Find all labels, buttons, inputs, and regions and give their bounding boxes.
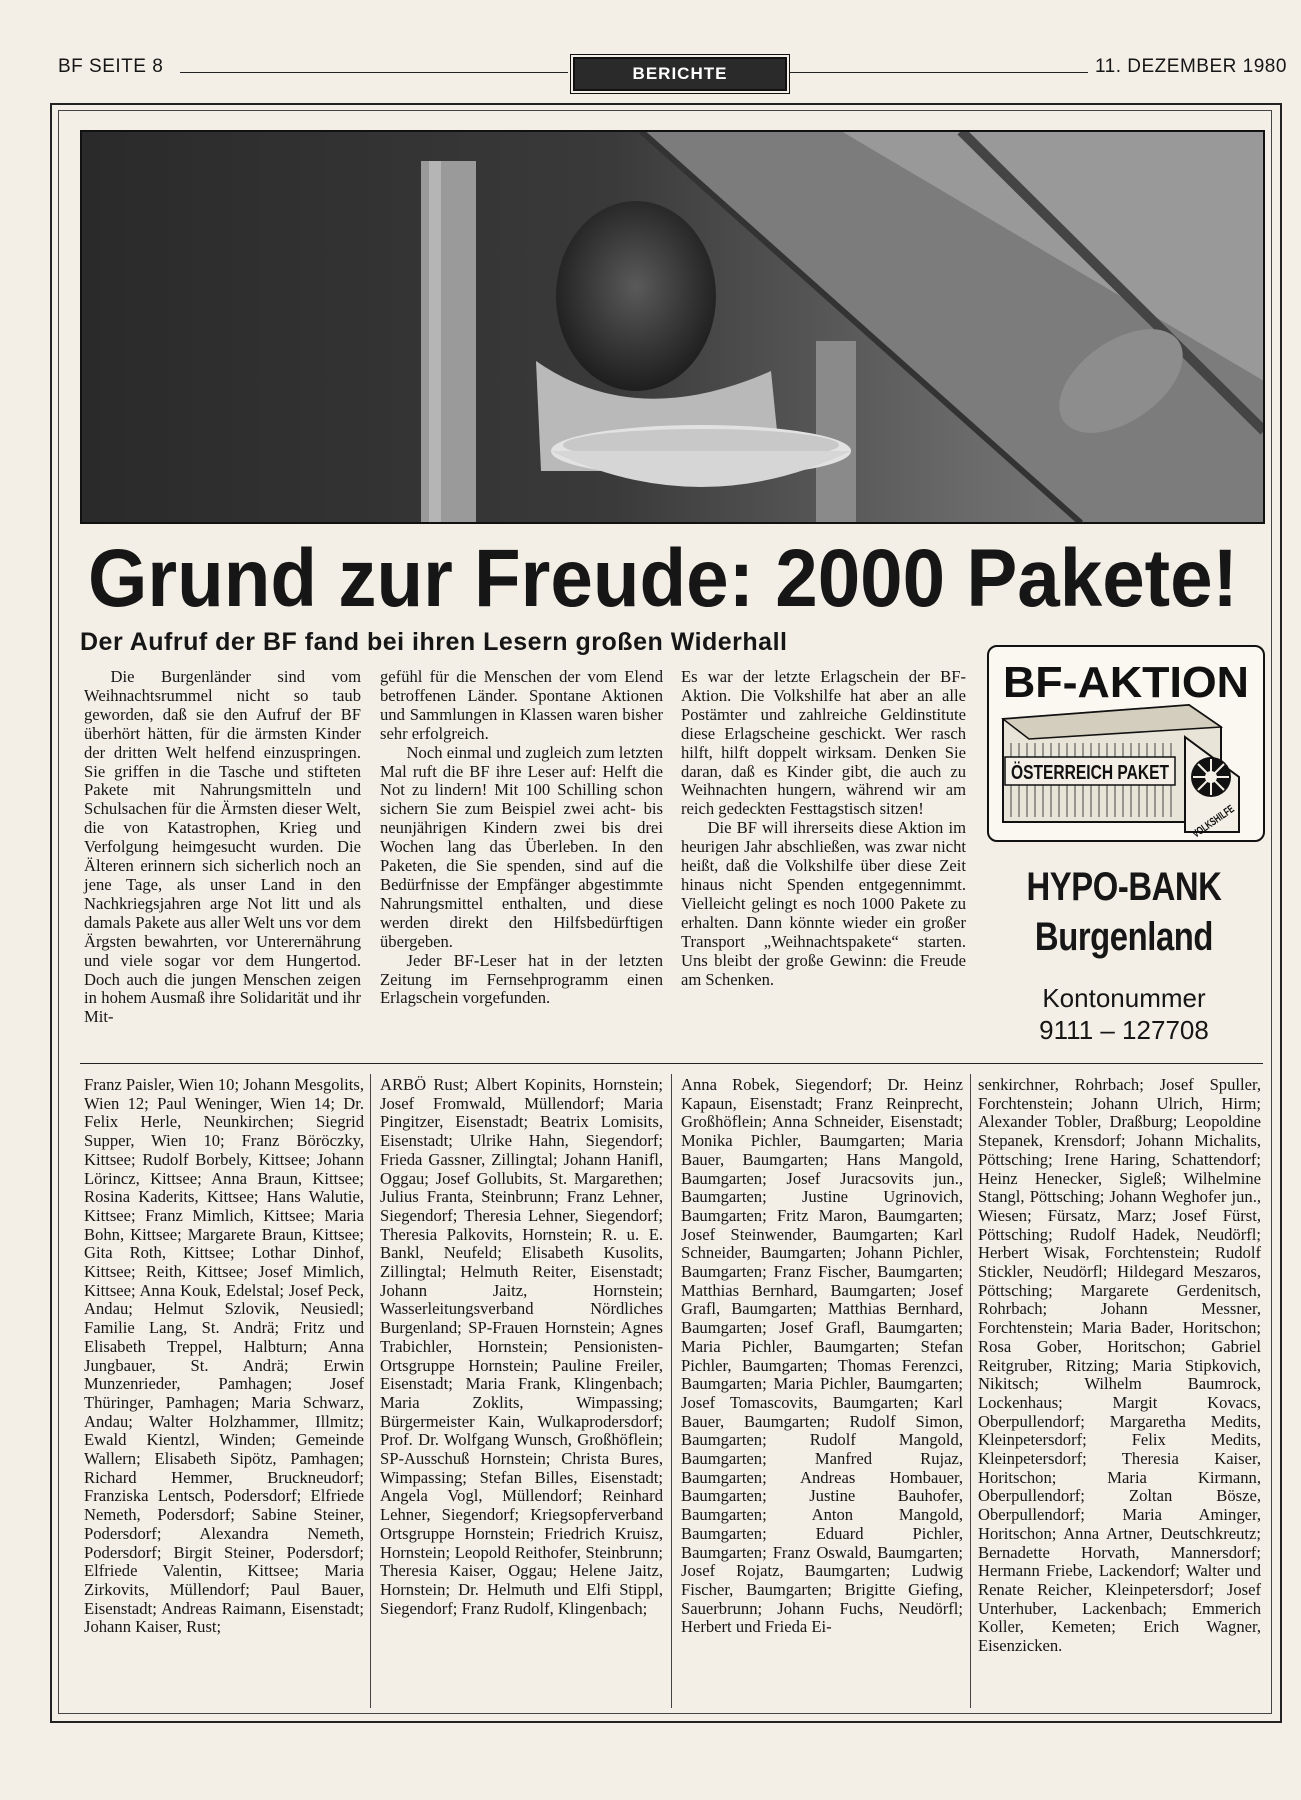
donor-list-column-2: ARBÖ Rust; Albert Kopinits, Hornstein; Josef Fromwald, Müllendorf; Maria Pingitzer, Eisenstadt; Beatrix Lomisits, Eisenstadt; Ulrike Hahn, Siegendorf; Frieda Gassner, Zillingtal; Johann Hanifl, Oggau; Josef Gollubits, St. Margarethen; Julius Franta, Steinbrunn; Franz Lehner, Siegendorf; Theresia Lehner, Siegendorf; Theresia Palkovits, Hornstein; R. u. E. Bankl, Neufeld; Elisabeth Kusolits, Zillingtal; Helmuth Reiter, Eisenstadt; Johann Jaitz, Hornstein; Wasserleitungsverband Nördliches Burgenland; SP-Frauen Hornstein; Agnes Trabichler, Hornstein; Pensionisten-Ortsgruppe Hornstein; Pauline Freiler, Eisenstadt; Maria Frank, Klingenbach; Maria Zoklits, Wimpassing; Bürgermeister Kain, Wulkaprodersdorf; Prof. Dr. Wolfgang Wunsch, Großhöflein; SP-Ausschuß Hornstein; Christa Bures, Wimpassing; Stefan Billes, Eisenstadt; Angela Vogl, Müllendorf; Reinhard Lehner, Siegendorf; Kriegsopferverband Ortsgruppe Hornstein; Friedrich Kruisz, Hornstein; Leopold Reithofer, Steinbrunn; Theresia Kaiser, Oggau; Helene Jaitz, Hornstein; Dr. Helmuth und Elfi Stippl, Siegendorf; Franz Rudolf, Klingenbach;	[380, 1075, 663, 1618]
header-rule-left	[180, 72, 568, 73]
issue-date: 11. DEZEMBER 1980	[1095, 56, 1287, 77]
donor-list-column-3: Anna Robek, Siegendorf; Dr. Heinz Kapaun, Eisenstadt; Franz Reinprecht, Großhöflein; Anna Schneider, Eisenstadt; Monika Pichler, Baumgarten; Maria Bauer, Baumgarten; Hans Mangold, Baumgarten; Josef Juracsovits jun., Baumgarten; Justine Ugrinovich, Baumgarten; Fritz Maron, Baumgarten; Josef Steinwender, Baumgarten; Karl Schneider, Baumgarten; Johann Pichler, Baumgarten; Franz Fischer, Baumgarten; Matthias Bernhard, Baumgarten; Josef Grafl, Baumgarten; Matthias Bernhard, Baumgarten; Josef Grafl, Baumgarten; Maria Pichler, Baumgarten; Stefan Pichler, Baumgarten; Thomas Ferenzci, Baumgarten; Maria Pichler, Baumgarten; Josef Tomascovits, Baumgarten; Karl Bauer, Baumgarten; Rudolf Simon, Baumgarten; Rudolf Mangold, Baumgarten; Manfred Rujaz, Baumgarten; Andreas Hombauer, Baumgarten; Justine Bauhofer, Baumgarten; Anton Mangold, Baumgarten; Eduard Pichler, Baumgarten; Franz Oswald, Baumgarten; Josef Rojatz, Baumgarten; Ludwig Fischer, Baumgarten; Brigitte Giefing, Sauerbrunn; Johann Fuchs, Neudörfl; Herbert und Frieda Ei-	[681, 1075, 963, 1637]
article-column-2	[380, 668, 663, 1008]
bf-aktion-ad	[987, 645, 1265, 842]
bank-name-line-1: HYPO-BANK	[1026, 865, 1222, 909]
subheadline: Der Aufruf der BF fand bei ihren Lesern großen Widerhall	[80, 628, 788, 656]
ad-title: BF-AKTION	[1003, 658, 1249, 707]
article-paragraph: Noch einmal und zugleich zum letzten Mal ruft die BF ihre Leser auf: Helft die Not zu lindern! Mit 100 Schilling schon sichern Sie zum Beispiel zwei acht- bis neunjährigen Kindern zwei bis drei Wochen lang das Überleben. In den Paketen, die Sie spenden, sind auf die Bedürfnisse der Empfänger abgestimmte Nahrungsmittel enthalten, und diese werden direkt den Hilfsbedürftigen übergeben.	[380, 742, 663, 951]
article-paragraph: Es war der letzte Erlagschein der BF-Aktion. Die Volkshilfe hat aber an alle Postämter und zahlreiche Geldinstitute diese Erlagscheine geschickt. Wer rasch hilft, hilft doppelt wirksam. Denken Sie daran, daß es Kinder gibt, die auch zu Weihnachten hungern, während wir am reich gedeckten Festtagstisch sitzen!	[681, 667, 966, 819]
article-column-1	[84, 668, 361, 1027]
header-rule-right	[790, 72, 1088, 73]
bank-name-line-2: Burgenland	[1034, 915, 1214, 959]
section-badge: BERICHTE	[573, 57, 787, 91]
article-photo	[80, 130, 1265, 524]
column-rule	[970, 1074, 971, 1708]
article-column-3	[681, 668, 966, 989]
volkshilfe-tag-text: VOLKSHILFE	[1190, 790, 1255, 840]
donor-list-column-1: Franz Paisler, Wien 10; Johann Mesgolits, Wien 12; Paul Weninger, Wien 14; Dr. Felix Herle, Neunkirchen; Siegrid Supper, Wien 10; Franz Böröczky, Kittsee; Rudolf Borbely, Kittsee; Johann Lörincz, Kittsee; Anna Braun, Kittsee; Rosina Kaderits, Kittsee; Hans Walutie, Kittsee; Franz Mimlich, Kittsee; Maria Bohn, Kittsee; Margarete Braun, Kittsee; Gita Roth, Kittsee; Lothar Dinhof, Kittsee; Reith, Kittsee; Josef Mimlich, Kittsee; Anna Kouk, Edelstal; Josef Peck, Andau; Helmut Szlovik, Neusiedl; Familie Lang, St. Andrä; Fritz und Elisabeth Treppel, Halbturn; Anna Jungbauer, St. Andrä; Erwin Munzenrieder, Pamhagen; Josef Thüringer, Pamhagen; Maria Schwarz, Andau; Walter Holzhammer, Illmitz; Ewald Kientzl, Winden; Gemeinde Wallern; Elisabeth Sipötz, Pamhagen; Richard Hemmer, Bruckneudorf; Franziska Lentsch, Podersdorf; Elfriede Nemeth, Podersdorf; Sabine Steiner, Podersdorf; Alexandra Nemeth, Podersdorf; Birgit Steiner, Podersdorf; Elfriede Valentin, Kittsee; Maria Zirkovits, Müllendorf; Paul Bauer, Eisenstadt; Andreas Raimann, Eisenstadt; Johann Kaiser, Rust;	[84, 1075, 364, 1637]
child-with-bowl-photo	[81, 131, 1264, 523]
account-number: 9111 – 127708	[1039, 1015, 1209, 1045]
article-paragraph: Die Burgenländer sind vom Weihnachtsrummel nicht so taub geworden, daß sie den Aufruf der BF überhört hätten, für die ärmsten Kinder der dritten Welt helfend einzuspringen. Sie griffen in die Tasche und stifteten Pakete mit Nahrungsmitteln und Schulsachen für die Ärmsten dieser Welt, die von Katastrophen, Krieg und Verfolgung heimgesucht wurden. Die Älteren erinnern sich sicherlich noch an jene Tage, als unser Land in den Nachkriegsjahren arge Not litt und als damals Pakete aus aller Welt uns vor dem Ärgsten bewahrten, vor Unterernährung und viele sogar vor dem Hungertod. Doch auch die jungen Menschen zeigen in hohem Ausmaß ihre Solidarität und ihr Mit-	[84, 667, 361, 1027]
article-paragraph: Die BF will ihrerseits diese Aktion im heurigen Jahr abschließen, was zwar nicht heißt, daß die Volkshilfe über diese Zeit hinaus nicht Spenden entgegennimmt. Vielleicht gelingt es noch 1000 Pakete zu erhalten. Dann könnte wieder ein großer Transport „Weihnachtspakete“ starten. Uns bleibt der große Gewinn: die Freude am Schenken.	[681, 818, 966, 989]
account-label: Kontonummer	[1042, 983, 1206, 1013]
headline	[80, 534, 1263, 620]
headline-text: Grund zur Freude: 2000 Pakete!	[88, 534, 1238, 620]
donor-list-column-4: senkirchner, Rohrbach; Josef Spuller, Forchtenstein; Johann Ulrich, Hirm; Alexander Tobler, Draßburg; Leopoldine Stepanek, Krensdorf; Johann Michalits, Pöttsching; Irene Haring, Schattendorf; Heinz Henecker, Sigleß; Wilhelmine Stangl, Pöttsching; Johann Weghofer jun., Wiesen; Fürsatz, Marz; Josef Fürst, Pöttsching; Rudolf Hadek, Neudörfl; Herbert Wisak, Forchtenstein; Rudolf Stickler, Neudörfl; Hildegard Meszaros, Pöttsching; Margarete Gerdenitsch, Rohrbach; Johann Messner, Forchtenstein; Maria Bader, Horitschon; Rosa Gober, Horitschon; Gabriel Reitgruber, Ritzing; Maria Stipkovich, Nikitsch; Wilhelm Baumrock, Lockenhaus; Margit Kovacs, Oberpullendorf; Margaretha Medits, Kleinpetersdorf; Felix Medits, Kleinpetersdorf; Theresia Kaiser, Horitschon; Maria Kirmann, Oberpullendorf; Zoltan Bösze, Oberpullendorf; Maria Aminger, Horitschon; Anna Artner, Deutschkreutz; Bernadette Horvath, Mannersdorf; Hermann Friebe, Lackendorf; Walter und Renate Reicher, Kleinpetersdorf; Josef Unterhuber, Lackenbach; Emmerich Koller, Kemeten; Erich Wagner, Eisenzicken.	[978, 1075, 1261, 1656]
column-rule	[370, 1074, 371, 1708]
column-rule	[671, 1074, 672, 1708]
package-label: ÖSTERREICH PAKET	[1011, 762, 1214, 784]
page-number: BF SEITE 8	[58, 56, 164, 77]
bank-name	[1010, 862, 1238, 962]
headline-svg	[80, 534, 1263, 620]
section-divider	[80, 1063, 1263, 1064]
account-info	[985, 982, 1263, 1046]
article-paragraph: gefühl für die Menschen der vom Elend betroffenen Länder. Spontane Aktionen und Sammlungen in Klassen waren bisher sehr erfolgreich.	[380, 667, 663, 743]
article-paragraph: Jeder BF-Leser hat in der letzten Zeitung im Fernsehprogramm einen Erlagschein vorgefunden.	[380, 950, 663, 1008]
paket-illustration	[989, 647, 1263, 840]
